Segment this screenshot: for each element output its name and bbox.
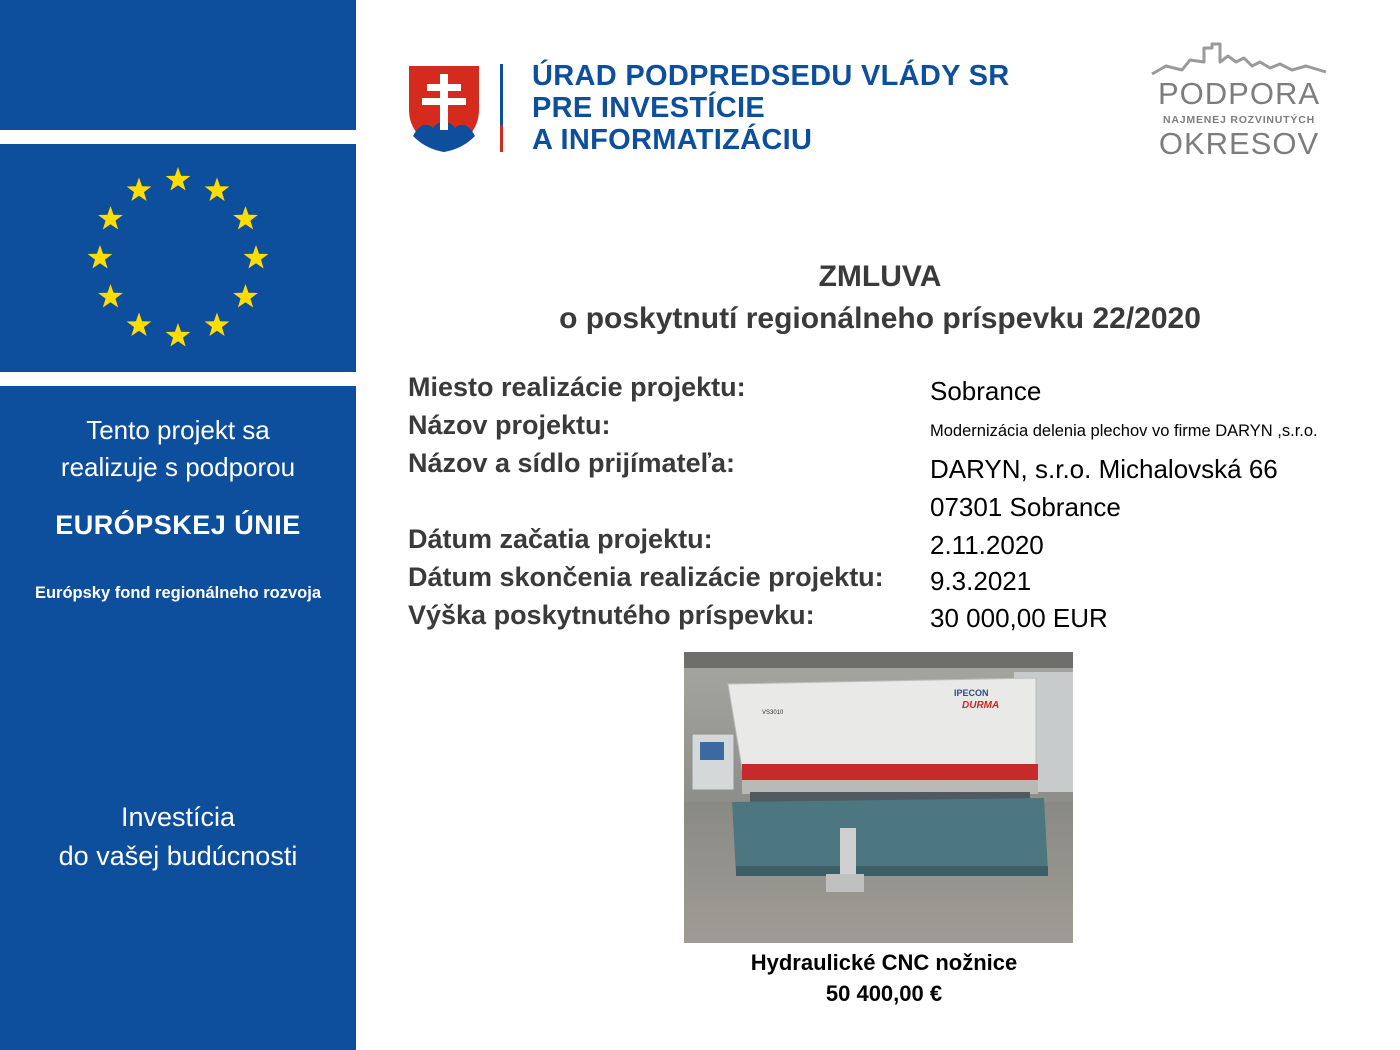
eu-fund-label: Európsky fond regionálneho rozvoja <box>34 584 322 602</box>
eu-panel <box>0 0 356 1050</box>
eu-support-text <box>0 412 356 486</box>
eu-star-icon <box>205 178 230 202</box>
eu-text-block <box>0 386 356 1050</box>
eu-star-icon <box>98 206 123 230</box>
eu-star-icon <box>98 284 123 308</box>
photo-price: 50 400,00 € <box>825 981 943 1006</box>
podpora-okresov: OKRESOV <box>1158 126 1320 161</box>
place-value: Sobrance <box>930 376 1042 406</box>
eu-flag <box>0 144 356 372</box>
eu-star-icon <box>166 167 191 191</box>
eu-star-icon <box>127 178 152 202</box>
start-date-value: 2.11.2020 <box>930 530 1044 560</box>
cnc-shear-photo <box>684 652 1073 943</box>
recipient-label: Názov a sídlo prijímateľa: <box>408 448 735 478</box>
eu-stars-icon <box>0 144 356 372</box>
machine-model-label: VS3010 <box>762 710 784 716</box>
city-skyline-icon <box>1146 40 1332 80</box>
eu-support-line1: Tento projekt sa <box>86 415 270 445</box>
project-name-label: Názov projektu: <box>408 410 611 440</box>
machine-brand-label: DURMA <box>962 700 1000 711</box>
end-date-value: 9.3.2021 <box>930 566 1032 596</box>
eu-top-band <box>0 0 356 130</box>
photo-caption: Hydraulické CNC nožnice <box>750 950 1018 975</box>
end-date-label: Dátum skončenia realizácie projektu: <box>408 562 884 592</box>
recipient-value-line2: 07301 Sobrance <box>930 492 1121 522</box>
eu-support-line2: realizuje s podporou <box>60 452 296 482</box>
eu-slogan-line1: Investícia <box>120 802 236 832</box>
eu-star-icon <box>233 206 258 230</box>
place-label: Miesto realizácie projektu: <box>408 372 746 402</box>
gov-office-line1: ÚRAD PODPREDSEDU VLÁDY SR <box>532 60 1010 92</box>
amount-label: Výška poskytnutého príspevku: <box>408 600 815 630</box>
gov-divider <box>500 64 503 152</box>
eu-star-icon <box>166 323 191 347</box>
podpora-subtitle: NAJMENEJ ROZVINUTÝCH <box>1163 114 1315 126</box>
podpora-title: PODPORA <box>1157 76 1321 111</box>
gov-office-line3: A INFORMATIZÁCIU <box>532 124 813 156</box>
eu-star-icon <box>88 245 113 269</box>
amount-value: 30 000,00 EUR <box>930 603 1108 633</box>
podpora-logo <box>1146 40 1332 162</box>
project-name-value: Modernizácia delenia plechov vo firme DARYN ,s.r.o. <box>930 422 1318 440</box>
recipient-value-line1: DARYN, s.r.o. Michalovská 66 <box>930 454 1278 484</box>
machine-dealer-label: IPECON <box>954 688 989 698</box>
slovak-coat-of-arms-icon <box>405 62 483 154</box>
eu-union-label: EURÓPSKEJ ÚNIE <box>55 510 301 540</box>
eu-star-icon <box>205 313 230 337</box>
contract-title: ZMLUVA <box>818 260 942 293</box>
gov-office-name <box>532 60 1009 156</box>
eu-star-icon <box>244 245 269 269</box>
eu-star-icon <box>127 313 152 337</box>
eu-slogan <box>0 798 356 876</box>
eu-star-icon <box>233 284 258 308</box>
contract-subtitle: o poskytnutí regionálneho príspevku 22/2020 <box>559 302 1201 335</box>
start-date-label: Dátum začatia projektu: <box>408 524 713 554</box>
gov-office-line2: PRE INVESTÍCIE <box>532 92 766 124</box>
eu-slogan-line2: do vašej budúcnosti <box>58 841 298 871</box>
